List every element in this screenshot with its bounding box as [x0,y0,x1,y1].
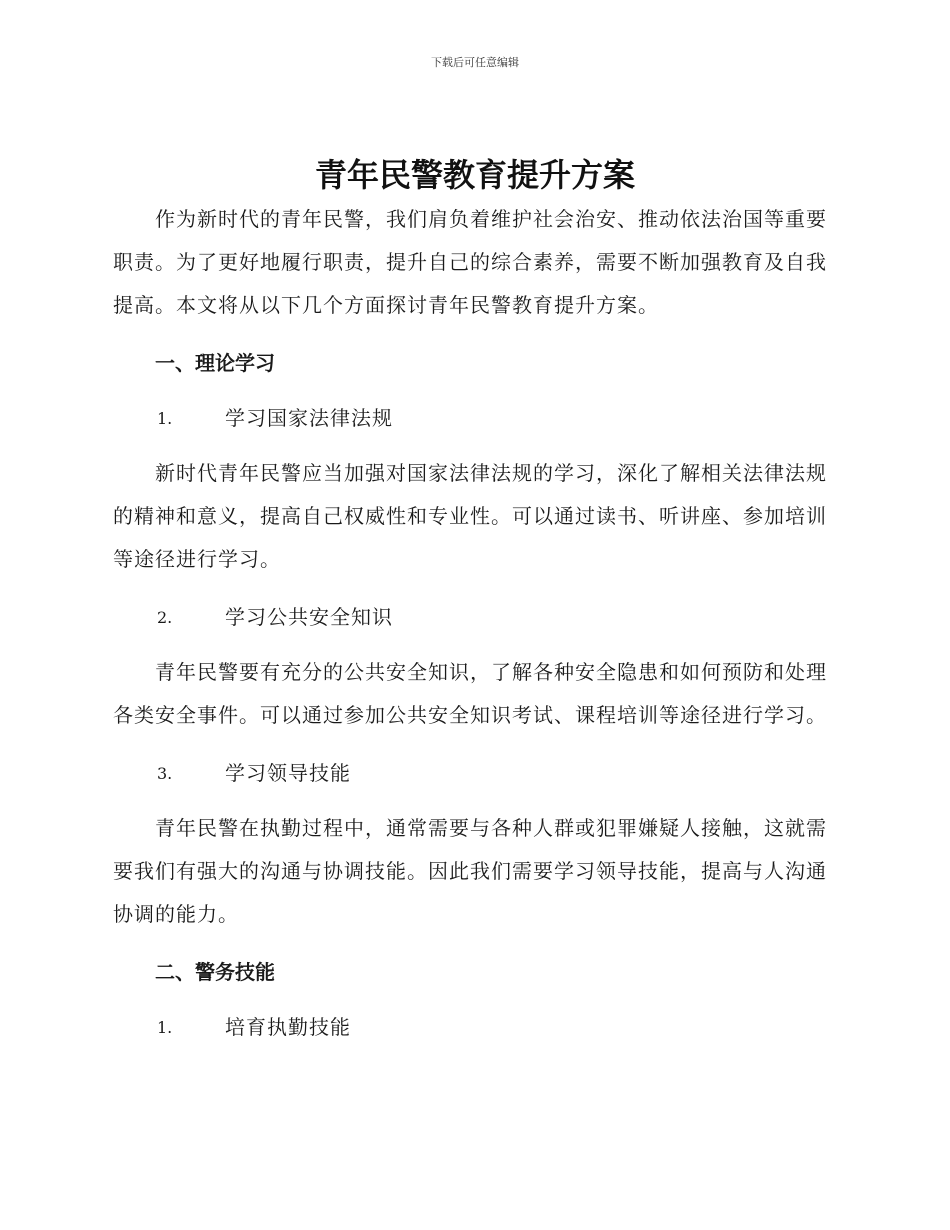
list-item-number: 1. [157,1018,173,1037]
paragraph-leadership: 青年民警在执勤过程中，通常需要与各种人群或犯罪嫌疑人接触，这就需要我们有强大的沟通与协调技能。因此我们需要学习领导技能，提高与人沟通协调的能力。 [113,816,827,926]
section-heading-police-skills: 二、警务技能 [155,960,275,984]
list-item-title: 学习国家法律法规 [225,406,393,430]
list-item-title: 培育执勤技能 [225,1015,351,1039]
document-title: 青年民警教育提升方案 [314,156,635,194]
list-item-law [113,397,833,440]
section-heading-theory: 一、理论学习 [155,351,275,375]
list-item-number: 2. [157,608,173,627]
document-body [113,198,833,1061]
list-item-number: 1. [157,409,173,428]
list-item-duty-skills [113,1006,833,1049]
list-item-title: 学习领导技能 [225,761,351,785]
list-item-safety [113,596,833,639]
paragraph-safety: 青年民警要有充分的公共安全知识，了解各种安全隐患和如何预防和处理各类安全事件。可以通过参加公共安全知识考试、课程培训等途径进行学习。 [113,660,827,727]
intro-paragraph: 作为新时代的青年民警，我们肩负着维护社会治安、推动依法治国等重要职责。为了更好地履行职责，提升自己的综合素养，需要不断加强教育及自我提高。本文将从以下几个方面探讨青年民警教育提升方案。 [113,207,827,317]
list-item-title: 学习公共安全知识 [225,605,393,629]
list-item-leadership [113,752,833,795]
paragraph-law: 新时代青年民警应当加强对国家法律法规的学习，深化了解相关法律法规的精神和意义，提高自己权威性和专业性。可以通过读书、听讲座、参加培训等途径进行学习。 [113,461,827,571]
header-note: 下载后可任意编辑 [431,56,519,69]
list-item-number: 3. [157,764,173,783]
